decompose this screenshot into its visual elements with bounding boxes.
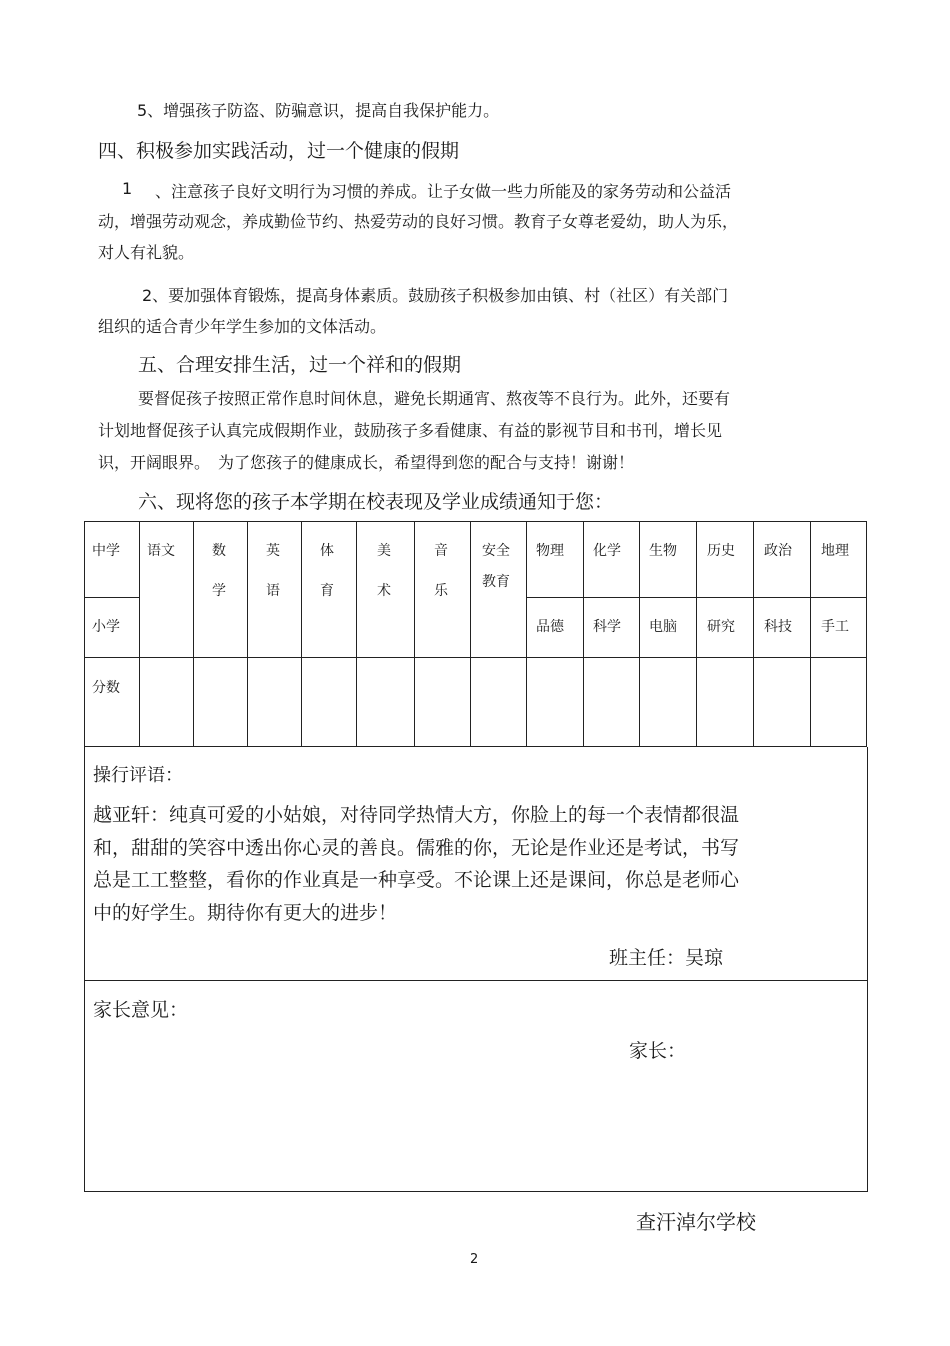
subject-computer: 电脑 (649, 619, 677, 635)
s5-line2: 计划地督促孩子认真完成假期作业，鼓励孩子多看健康、有益的影视节目和书刊，增长见 (98, 421, 723, 440)
page-number: 2 (470, 1252, 479, 1267)
conduct-line1: 越亚轩：纯真可爱的小姑娘，对待同学热情大方，你脸上的每一个表情都很温 (93, 804, 740, 826)
s4-p2-line1: 2、要加强体育锻炼，提高身体素质。鼓励孩子积极参加由镇、村（社区）有关部门 (142, 286, 729, 305)
section-5-heading: 五、合理安排生活，过一个祥和的假期 (138, 354, 462, 376)
row-label-middle-school: 中学 (92, 543, 120, 559)
subject-history: 历史 (707, 543, 735, 559)
head-teacher-signature: 班主任：吴琼 (609, 947, 724, 969)
item-5: 5、增强孩子防盗、防骗意识，提高自我保护能力。 (137, 101, 500, 120)
subject-art-1: 美 (377, 543, 391, 559)
subject-chinese: 语文 (147, 543, 175, 559)
subject-pe-2: 育 (320, 583, 334, 599)
section-6-heading: 六、现将您的孩子本学期在校表现及学业成绩通知于您： (138, 491, 614, 513)
subject-music-1: 音 (434, 543, 448, 559)
subject-math-1: 数 (212, 543, 226, 559)
subject-science: 科学 (593, 619, 621, 635)
subject-morality: 品德 (536, 619, 564, 635)
row-label-score: 分数 (92, 680, 120, 696)
subject-safety-1: 安全 (482, 543, 510, 559)
s5-line1: 要督促孩子按照正常作息时间休息，避免长期通宵、熬夜等不良行为。此外，还要有 (138, 389, 731, 408)
conduct-label: 操行评语： (93, 765, 183, 786)
conduct-comment-box (84, 747, 868, 981)
s4-p1-number: 1 (122, 179, 133, 198)
parent-opinion-box (84, 981, 868, 1192)
subject-chemistry: 化学 (593, 543, 621, 559)
subject-english-2: 语 (266, 583, 280, 599)
school-name: 查汗淖尔学校 (636, 1210, 756, 1234)
section-4-heading: 四、积极参加实践活动，过一个健康的假期 (98, 140, 460, 162)
subject-physics: 物理 (536, 543, 564, 559)
grades-table (84, 521, 867, 747)
subject-math-2: 学 (212, 583, 226, 599)
subject-music-2: 乐 (434, 583, 448, 599)
subject-safety-2: 教育 (482, 574, 510, 590)
parent-opinion-label: 家长意见： (93, 999, 189, 1021)
s4-p1-line3: 对人有礼貌。 (98, 243, 195, 262)
subject-pe-1: 体 (320, 543, 334, 559)
subject-research: 研究 (707, 619, 735, 635)
s4-p2-line2: 组织的适合青少年学生参加的文体活动。 (98, 317, 387, 336)
subject-politics: 政治 (764, 543, 792, 559)
subject-geography: 地理 (821, 543, 849, 559)
row-label-primary-school: 小学 (92, 619, 120, 635)
conduct-line2: 和，甜甜的笑容中透出你心灵的善良。儒雅的你，无论是作业还是考试，书写 (93, 837, 740, 859)
s4-p1-line2: 动，增强劳动观念，养成勤俭节约、热爱劳动的良好习惯。教育子女尊老爱幼，助人为乐， (98, 212, 739, 231)
s5-line3: 识，开阔眼界。 为了您孩子的健康成长，希望得到您的配合与支持！谢谢！ (98, 453, 635, 472)
conduct-line4: 中的好学生。期待你有更大的进步！ (93, 902, 398, 924)
subject-technology: 科技 (764, 619, 792, 635)
subject-biology: 生物 (649, 543, 677, 559)
subject-english-1: 英 (266, 543, 280, 559)
subject-handcraft: 手工 (821, 619, 849, 635)
s4-p1-line1: 、注意孩子良好文明行为习惯的养成。让子女做一些力所能及的家务劳动和公益活 (155, 182, 732, 201)
parent-signature-label: 家长： (629, 1040, 687, 1062)
subject-art-2: 术 (377, 583, 391, 599)
conduct-line3: 总是工工整整，看你的作业真是一种享受。不论课上还是课间，你总是老师心 (93, 869, 740, 891)
